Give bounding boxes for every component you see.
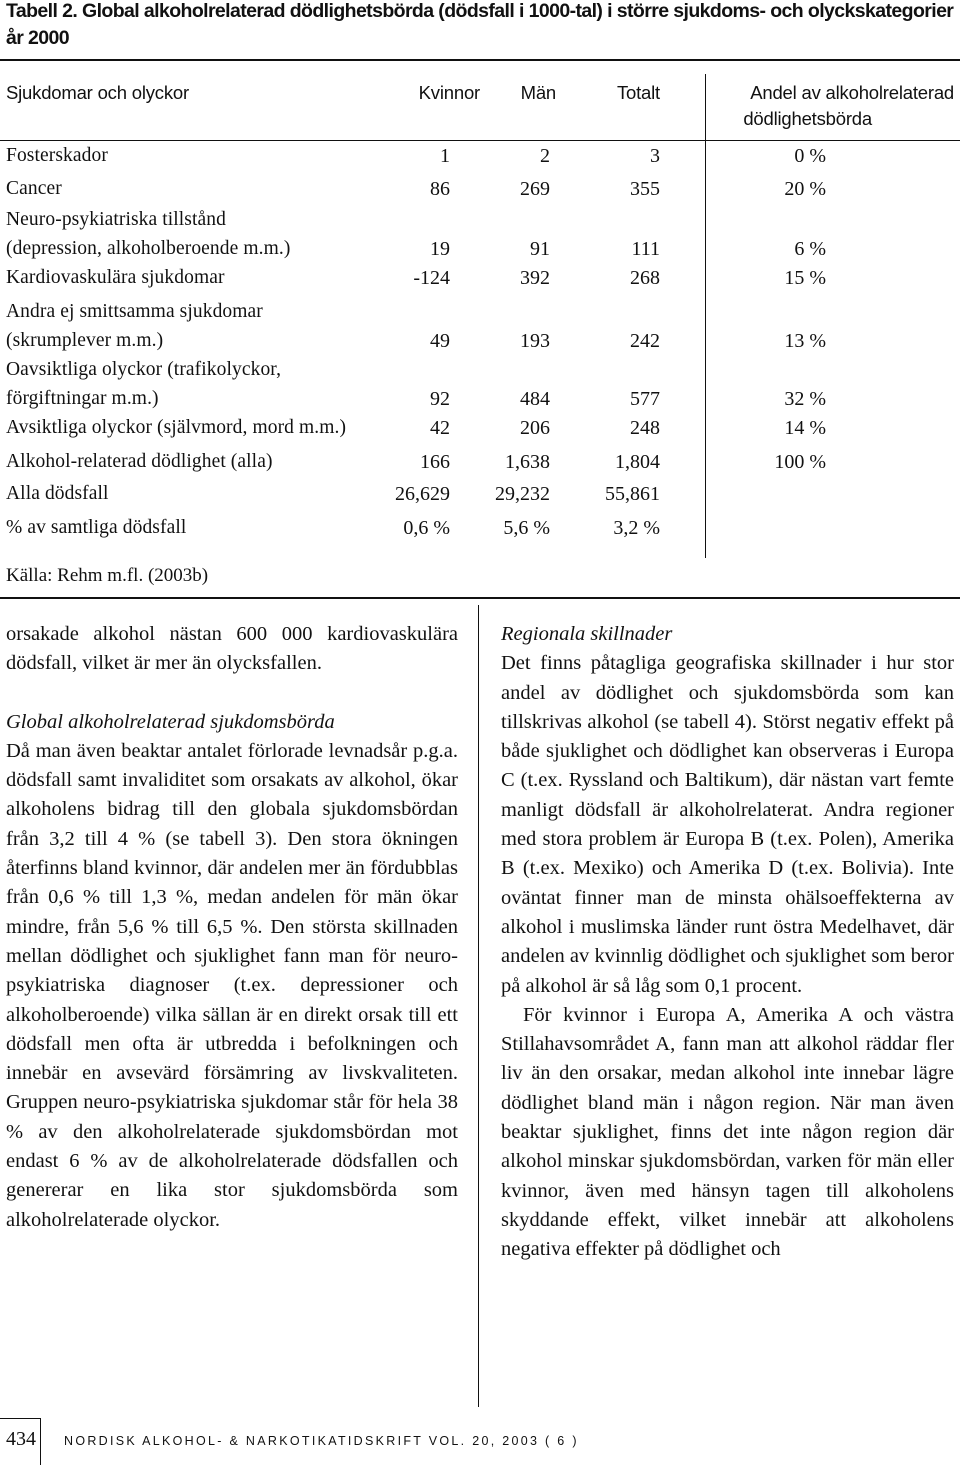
cell-women: 92 [430,388,450,410]
cell-share: 100 % [774,451,826,473]
left-body-paragraph: Då man även beaktar antalet förlorade levnadsår p.g.a. dödsfall samt invaliditet som orsakats av alkohol, ökar alkoholens bidrag till den globala sjukdomsbördan från 3,2 till 4 % (se tabell 3). Den stora ökningen återfinns bland kvinnor, där andelen mer än fördubblas från 0,6 % till 1,3 %, medan andelen för män ökar mindre, från 5,6 % till 6,5 %. Den största skillnaden mellan dödlighet och sjuklighet fann man för neuro-psykiatriska diagnoser (t.ex. depressioner och alkoholberoende) vilka sällan är en direkt orsak till ett dödsfall men ofta är utbredda i befolkningen och innebär en avsevärd försämring av livskvaliteten. Gruppen neuro-psykiatriska sjukdomar står för hela 38 % av den alkoholrelaterade sjukdomsbördan mot endast 6 % av de alkoholrelaterade dödsfallen och genererar en lika stor sjukdomsbörda som alkoholrelaterade olyckor. [6,739,458,1231]
cell-women: 0,6 % [403,517,450,539]
left-column [6,620,458,1235]
header-share-line2: dödlighetsbörda [743,108,872,129]
cell-men: 269 [520,178,550,200]
cell-share: 6 % [794,238,826,260]
right-paragraph-1: Det finns påtagliga geografiska skillnader i hur stor andel av dödlighet och sjukdomsbörda som kan tillskrivas alkohol (se tabell 4). Störst negativ effekt på både sjuklighet och dödlighet kan observeras i Europa C (t.ex. Ryssland och Baltikum), där nästan vart femte manligt dödsfall är alkoholrelaterat. Andra regioner med stora problem är Europa B (t.ex. Polen), Amerika B (t.ex. Mexiko) och Amerika D (t.ex. Bolivia). Inte oväntat finner man de minsta ohälsoeffekterna av alkohol i muslimska länder runt östra Medelhavet, där andelen av kvinnlig dödlighet och sjuklighet som beror på alkohol är så låg som 0,1 procent. [501,652,954,997]
footer-rule [0,1418,40,1419]
row-label: Andra ej smittsamma sjukdomar [6,301,263,322]
header-rule [0,140,960,141]
right-column [501,620,954,1265]
row-label: Cancer [6,178,62,199]
cell-share: 0 % [794,145,826,167]
cell-men: 1,638 [505,451,550,473]
table-title: Tabell 2. Global alkoholrelaterad dödlighetsbörda (dödsfall i 1000-tal) i större sjukdoms- och olyckskategorier år 2000 [6,0,954,49]
cell-women: 1 [440,145,450,167]
cell-share: 14 % [784,417,826,439]
cell-men: 484 [520,388,550,410]
column-separator [478,605,479,1407]
cell-men: 193 [520,330,550,352]
header-category: Sjukdomar och olyckor [6,82,189,103]
cell-total: 355 [630,178,660,200]
cell-total: 111 [631,238,660,260]
row-label-cont: förgiftningar m.m.) [6,388,159,409]
row-label: Alkohol-relaterad dödlighet (alla) [6,451,273,472]
title-rule [0,59,960,61]
cell-share: 15 % [784,267,826,289]
right-paragraph-2: För kvinnor i Europa A, Amerika A och västra Stillahavsområdet A, fann man att alkohol räddar fler liv än den orsakar, medan alkohol inte innebar lägre dödlighet bland män i någon region. När man även beaktar sjuklighet, finns det inte någon region där alkohol minskar sjukdomsbördan, varken för män eller kvinnor, även med hänsyn tagen till alkoholens skyddande effekt, vilket innebär att alkoholens negativa effekter på dödlighet och [501,1003,954,1261]
cell-share: 32 % [784,388,826,410]
row-label: Alla dödsfall [6,483,109,504]
row-label-cont: (depression, alkoholberoende m.m.) [6,238,291,259]
row-label-cont: (skrumplever m.m.) [6,330,164,351]
cell-share: 13 % [784,330,826,352]
table-source: Källa: Rehm m.fl. (2003b) [6,565,209,586]
cell-total: 3,2 % [613,517,660,539]
cell-women: 49 [430,330,450,352]
cell-men: 29,232 [495,483,550,505]
cell-women: 166 [420,451,450,473]
cell-women: -124 [413,267,450,289]
cell-men: 2 [540,145,550,167]
left-section-heading: Global alkoholrelaterad sjukdomsbörda [6,710,335,733]
cell-men: 206 [520,417,550,439]
row-label: Oavsiktliga olyckor (trafikolyckor, [6,359,282,380]
header-women: Kvinnor [418,82,480,103]
header-share-line1: Andel av alkoholrelaterad [750,82,954,103]
row-label: Kardiovaskulära sjukdomar [6,267,225,288]
row-label: % av samtliga dödsfall [6,517,187,538]
cell-women: 42 [430,417,450,439]
footer-divider [40,1418,41,1465]
cell-total: 248 [630,417,660,439]
header-total: Totalt [616,82,660,103]
row-label: Fosterskador [6,145,108,166]
cell-women: 19 [430,238,450,260]
cell-men: 91 [530,238,550,260]
table-bottom-rule [0,597,960,599]
cell-total: 242 [630,330,660,352]
left-intro-paragraph: orsakade alkohol nästan 600 000 kardiovaskulära dödsfall, vilket är mer än olycksfallen. [6,623,458,675]
cell-total: 55,861 [605,483,660,505]
cell-women: 86 [430,178,450,200]
row-label: Avsiktliga olyckor (självmord, mord m.m.) [6,417,347,438]
cell-men: 5,6 % [503,517,550,539]
cell-total: 577 [630,388,660,410]
header-men: Män [520,82,556,103]
cell-total: 268 [630,267,660,289]
cell-share: 20 % [784,178,826,200]
right-section-heading: Regionala skillnader [501,623,673,645]
cell-total: 3 [650,145,660,167]
journal-name: NORDISK ALKOHOL- & NARKOTIKATIDSKRIFT VOL. 20, 2003 ( 6 ) [64,1434,579,1448]
cell-total: 1,804 [615,451,660,473]
page-number: 434 [6,1428,36,1450]
cell-women: 26,629 [395,483,450,505]
cell-men: 392 [520,267,550,289]
row-label: Neuro-psykiatriska tillstånd [6,209,226,230]
